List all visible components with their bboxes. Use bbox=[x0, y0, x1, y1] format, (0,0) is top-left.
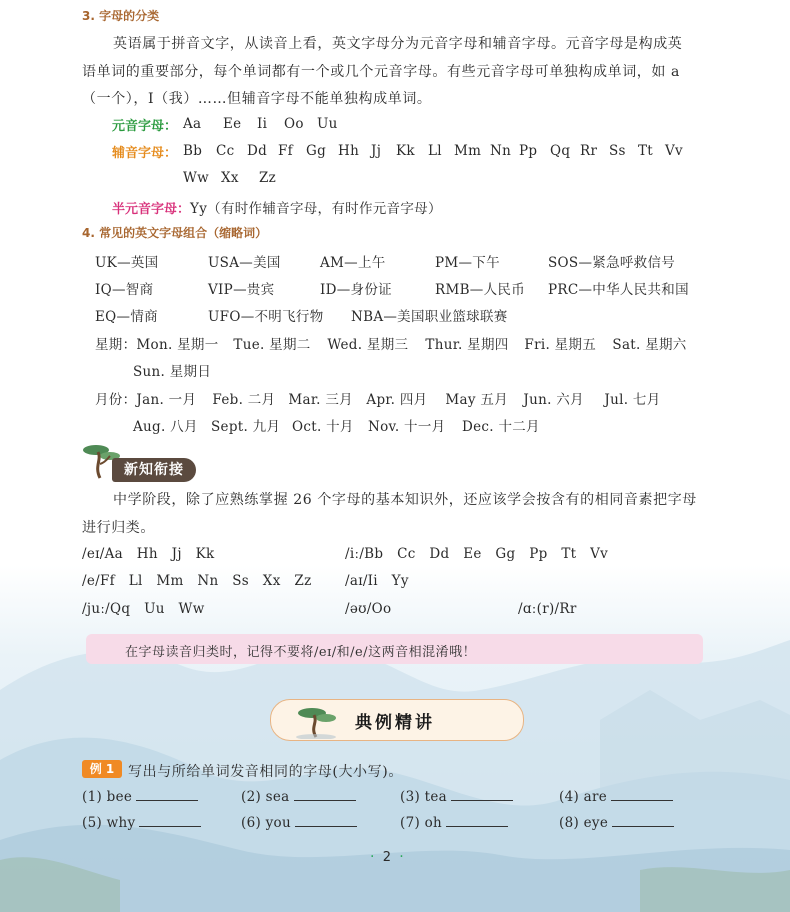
tip-text: 在字母读音归类时，记得不要将/eɪ/和/e/这两音相混淆哦！ bbox=[125, 645, 477, 660]
example-1-prompt: 写出与所给单词发音相同的字母(大小写)。 bbox=[128, 764, 403, 780]
consonant-letter: Tt bbox=[638, 143, 654, 159]
phonetic-group-e: /e/Ff Ll Mm Nn Ss Xx Zz bbox=[82, 573, 312, 589]
consonant-letter: Bb bbox=[183, 143, 203, 159]
consonant-letter: Kk bbox=[396, 143, 415, 159]
example-item-word: bee bbox=[102, 789, 133, 805]
example-item bbox=[400, 814, 559, 831]
example-item-word: oh bbox=[420, 815, 443, 831]
consonant-letter: Nn bbox=[490, 143, 512, 159]
consonant-letter: Dd bbox=[247, 143, 268, 159]
month-item: Sept. 九月 bbox=[211, 419, 281, 435]
example-items-row-2 bbox=[82, 814, 679, 831]
example-1-badge: 例 1 bbox=[82, 760, 122, 778]
month-item: Feb. 二月 bbox=[212, 392, 276, 408]
month-item: Apr. 四月 bbox=[366, 392, 428, 408]
vowel-letters bbox=[183, 116, 338, 132]
abbreviation-row-2 bbox=[95, 278, 689, 298]
consonant-letter: Xx bbox=[221, 170, 239, 186]
month-item: Jul. 七月 bbox=[604, 392, 661, 408]
consonant-letter: Mm bbox=[454, 143, 482, 159]
month-item: Oct. 十月 bbox=[292, 419, 354, 435]
example-item-word: are bbox=[579, 789, 608, 805]
section-3-heading: 3. 字母的分类 bbox=[82, 9, 160, 23]
answer-blank[interactable] bbox=[451, 788, 513, 801]
abbreviation-item: PM—下午 bbox=[435, 255, 500, 271]
consonant-letter: Pp bbox=[519, 143, 538, 159]
examples-title: 典例精讲 bbox=[355, 713, 435, 733]
example-item-number: (7) bbox=[400, 815, 421, 831]
semivowel-row bbox=[112, 197, 442, 217]
month-item: Dec. 十二月 bbox=[462, 419, 540, 435]
abbreviation-row-3 bbox=[95, 305, 508, 325]
weekday-item: Fri. 星期五 bbox=[524, 337, 597, 353]
weekday-item: Thur. 星期四 bbox=[425, 337, 509, 353]
example-item bbox=[559, 788, 679, 805]
example-item bbox=[82, 788, 241, 805]
vowel-label: 元音字母： bbox=[112, 119, 178, 134]
phonetic-group-ii: /iː/Bb Cc Dd Ee Gg Pp Tt Vv bbox=[345, 546, 609, 562]
consonant-row bbox=[112, 142, 177, 161]
answer-blank[interactable] bbox=[611, 788, 673, 801]
weekday-item: Sun. 星期日 bbox=[133, 364, 212, 380]
consonant-letter: Zz bbox=[259, 170, 277, 186]
answer-blank[interactable] bbox=[139, 814, 201, 827]
month-item: May 五月 bbox=[445, 392, 508, 408]
abbreviation-item: RMB—人民币 bbox=[435, 282, 526, 298]
example-item-word: sea bbox=[261, 789, 290, 805]
example-item-word: you bbox=[261, 815, 291, 831]
answer-blank[interactable] bbox=[612, 814, 674, 827]
month-item: Jun. 六月 bbox=[523, 392, 584, 408]
example-items-row-1 bbox=[82, 788, 679, 805]
consonant-letters-row-2 bbox=[183, 170, 276, 186]
abbreviation-item: USA—美国 bbox=[208, 255, 281, 271]
example-item-number: (3) bbox=[400, 789, 421, 805]
weekday-item: Sat. 星期六 bbox=[612, 337, 687, 353]
page-number: · 2 · bbox=[370, 849, 404, 865]
example-item-number: (1) bbox=[82, 789, 103, 805]
example-item-word: tea bbox=[420, 789, 447, 805]
consonant-letter: Cc bbox=[216, 143, 235, 159]
abbreviation-item: ID—身份证 bbox=[320, 282, 392, 298]
new-knowledge-badge: 新知衔接 bbox=[112, 458, 196, 482]
section-4-heading: 4. 常见的英文字母组合（缩略词） bbox=[82, 226, 268, 240]
vowel-letter: Ee bbox=[223, 116, 242, 132]
consonant-letter: Ww bbox=[183, 170, 210, 186]
example-item bbox=[82, 814, 241, 831]
weekday-label: 星期： bbox=[95, 337, 137, 353]
example-item bbox=[241, 788, 400, 805]
month-item: Jan. 一月 bbox=[136, 392, 197, 408]
abbreviation-item: IQ—智商 bbox=[95, 282, 154, 298]
example-item-word: eye bbox=[579, 815, 609, 831]
consonant-letters-row-1 bbox=[183, 143, 683, 159]
abbreviation-item: UFO—不明飞行物 bbox=[208, 309, 324, 325]
month-row-1 bbox=[95, 388, 661, 408]
abbreviation-item: NBA—美国职业篮球联赛 bbox=[351, 309, 508, 325]
weekday-item: Mon. 星期一 bbox=[136, 337, 219, 353]
month-item: Aug. 八月 bbox=[133, 419, 198, 435]
example-item-number: (5) bbox=[82, 815, 103, 831]
bonsai-tree-icon bbox=[290, 705, 342, 739]
abbreviation-item: VIP—贵宾 bbox=[208, 282, 275, 298]
consonant-letter: Qq bbox=[550, 143, 571, 159]
weekday-row-1 bbox=[95, 333, 687, 353]
abbreviation-item: EQ—情商 bbox=[95, 309, 158, 325]
example-item-word: why bbox=[102, 815, 136, 831]
consonant-letter: Gg bbox=[306, 143, 327, 159]
consonant-letter: Jj bbox=[371, 143, 382, 159]
month-item: Mar. 三月 bbox=[288, 392, 353, 408]
example-item-number: (4) bbox=[559, 789, 580, 805]
consonant-letter: Rr bbox=[580, 143, 598, 159]
weekday-item: Tue. 星期二 bbox=[233, 337, 311, 353]
answer-blank[interactable] bbox=[136, 788, 198, 801]
answer-blank[interactable] bbox=[294, 788, 356, 801]
new-knowledge-paragraph-line-2: 进行归类。 bbox=[82, 520, 155, 536]
phonetic-group-ei: /eɪ/Aa Hh Jj Kk bbox=[82, 546, 215, 562]
weekday-row-2 bbox=[133, 360, 211, 380]
weekday-item: Wed. 星期三 bbox=[327, 337, 409, 353]
example-item-number: (8) bbox=[559, 815, 580, 831]
vowel-row bbox=[112, 115, 177, 134]
consonant-letter: Ss bbox=[609, 143, 626, 159]
section-3-paragraph-line-3: （一个），I（我）……但辅音字母不能单独构成单词。 bbox=[82, 91, 432, 107]
vowel-letter: Uu bbox=[317, 116, 338, 132]
example-item bbox=[559, 814, 679, 831]
phonetic-group-ar: /ɑː(r)/Rr bbox=[518, 601, 577, 617]
vowel-letter: Oo bbox=[284, 116, 304, 132]
page-number-value: 2 bbox=[382, 850, 391, 865]
example-item bbox=[241, 814, 400, 831]
consonant-label: 辅音字母： bbox=[112, 146, 178, 161]
phonetic-group-ai: /aɪ/Ii Yy bbox=[345, 573, 409, 589]
vowel-letter: Aa bbox=[183, 116, 202, 132]
example-item-number: (6) bbox=[241, 815, 262, 831]
consonant-letter: Vv bbox=[665, 143, 683, 159]
answer-blank[interactable] bbox=[446, 814, 508, 827]
abbreviation-item: SOS—紧急呼救信号 bbox=[548, 255, 676, 271]
consonant-letter: Ff bbox=[278, 143, 293, 159]
abbreviation-item: UK—英国 bbox=[95, 255, 159, 271]
section-3-paragraph-line-2: 语单词的重要部分，每个单词都有一个或几个元音字母。有些元音字母可单独构成单词，如 a bbox=[82, 64, 680, 80]
phonetic-group-juu: /juː/Qq Uu Ww bbox=[82, 601, 205, 617]
answer-blank[interactable] bbox=[295, 814, 357, 827]
month-label: 月份： bbox=[95, 392, 137, 408]
consonant-letter: Hh bbox=[338, 143, 360, 159]
consonant-letter: Ll bbox=[428, 143, 442, 159]
vowel-letter: Ii bbox=[257, 116, 268, 132]
month-item: Nov. 十一月 bbox=[368, 419, 446, 435]
abbreviation-item: PRC—中华人民共和国 bbox=[548, 282, 689, 298]
abbreviation-item: AM—上午 bbox=[320, 255, 386, 271]
semivowel-label: 半元音字母： bbox=[112, 202, 191, 217]
semivowel-text: Yy（有时作辅音字母，有时作元音字母） bbox=[190, 201, 442, 217]
section-3-paragraph-line-1: 英语属于拼音文字，从读音上看，英文字母分为元音字母和辅音字母。元音字母是构成英 bbox=[113, 36, 683, 52]
abbreviation-row-1 bbox=[95, 251, 675, 271]
new-knowledge-paragraph-line-1: 中学阶段，除了应熟练掌握 26 个字母的基本知识外，还应该学会按含有的相同音素把字母 bbox=[113, 492, 697, 508]
example-item-number: (2) bbox=[241, 789, 262, 805]
month-row-2 bbox=[133, 415, 540, 435]
example-item bbox=[400, 788, 559, 805]
phonetic-group-ou: /əʊ/Oo bbox=[345, 601, 392, 617]
